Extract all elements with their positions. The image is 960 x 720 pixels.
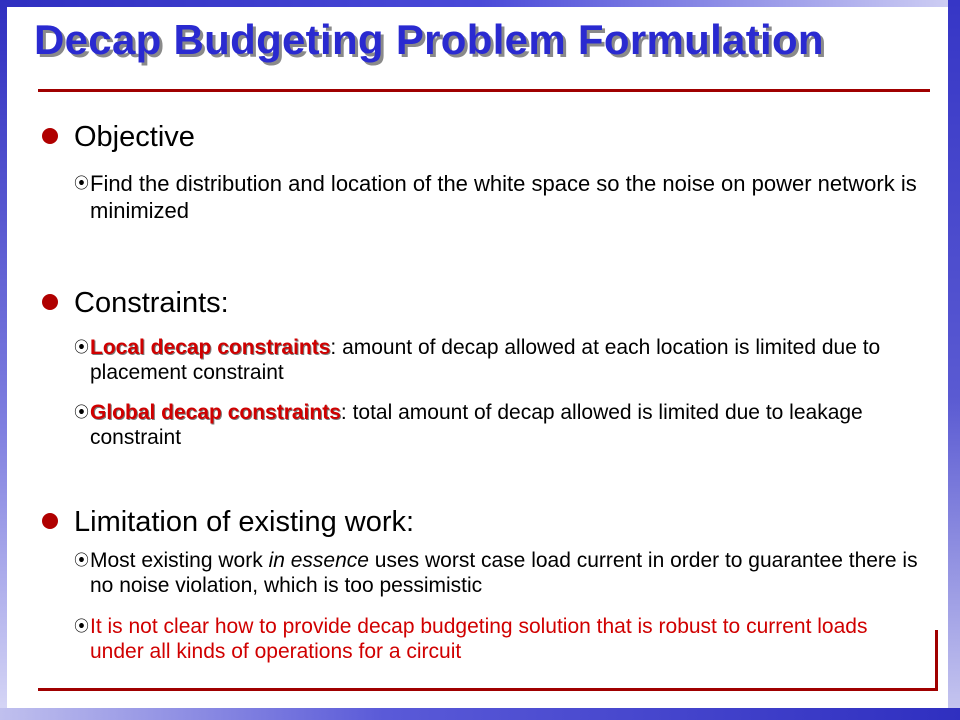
limitation-heading: [42, 505, 414, 539]
limitation-item-emphasis: in essence: [268, 549, 369, 572]
objective-heading-text: Objective: [74, 121, 195, 153]
limitation-item-pessimistic: [74, 548, 920, 598]
objective-item: [74, 170, 920, 224]
frame-left-border: [0, 0, 7, 720]
footer-rule: [38, 688, 938, 691]
frame-bottom-border: [0, 708, 960, 720]
limitation-item-pre: Most existing work: [90, 549, 269, 572]
frame-right-border: [948, 0, 960, 720]
global-constraint-item: [74, 400, 920, 450]
title-underline: [38, 89, 930, 92]
circled-dot-bullet-icon: ⦿: [74, 617, 90, 635]
limitation-item-post: uses worst case load current in order to guarantee there is no noise violation, which is too pessimistic: [90, 549, 918, 597]
footer-corner-rule: [935, 630, 938, 691]
local-constraint-item: [74, 335, 920, 385]
constraints-heading: [42, 286, 229, 320]
filled-circle-bullet-icon: [42, 294, 58, 310]
limitation-item-robust: [74, 614, 920, 664]
circled-dot-bullet-icon: ⦿: [74, 338, 90, 356]
circled-dot-bullet-icon: ⦿: [74, 174, 90, 192]
filled-circle-bullet-icon: [42, 128, 58, 144]
objective-item-text: Find the distribution and location of the white space so the noise on power network is minimized: [90, 171, 917, 223]
objective-heading: [42, 120, 195, 154]
circled-dot-bullet-icon: ⦿: [74, 551, 90, 569]
frame-top-border: [0, 0, 960, 7]
global-constraint-term: Global decap constraints: [90, 401, 341, 424]
slide-title: Decap Budgeting Problem Formulation: [34, 16, 824, 63]
local-constraint-text: : amount of decap allowed at each location is limited due to placement constraint: [90, 336, 881, 384]
filled-circle-bullet-icon: [42, 513, 58, 529]
circled-dot-bullet-icon: ⦿: [74, 403, 90, 421]
global-constraint-text: : total amount of decap allowed is limited due to leakage constraint: [90, 401, 863, 449]
limitation-heading-text: Limitation of existing work:: [74, 506, 415, 538]
local-constraint-term: Local decap constraints: [90, 336, 331, 359]
constraints-heading-text: Constraints:: [74, 287, 229, 319]
limitation-item-robust-text: It is not clear how to provide decap budgeting solution that is robust to current loads under all kinds of operations for a circuit: [90, 615, 868, 663]
